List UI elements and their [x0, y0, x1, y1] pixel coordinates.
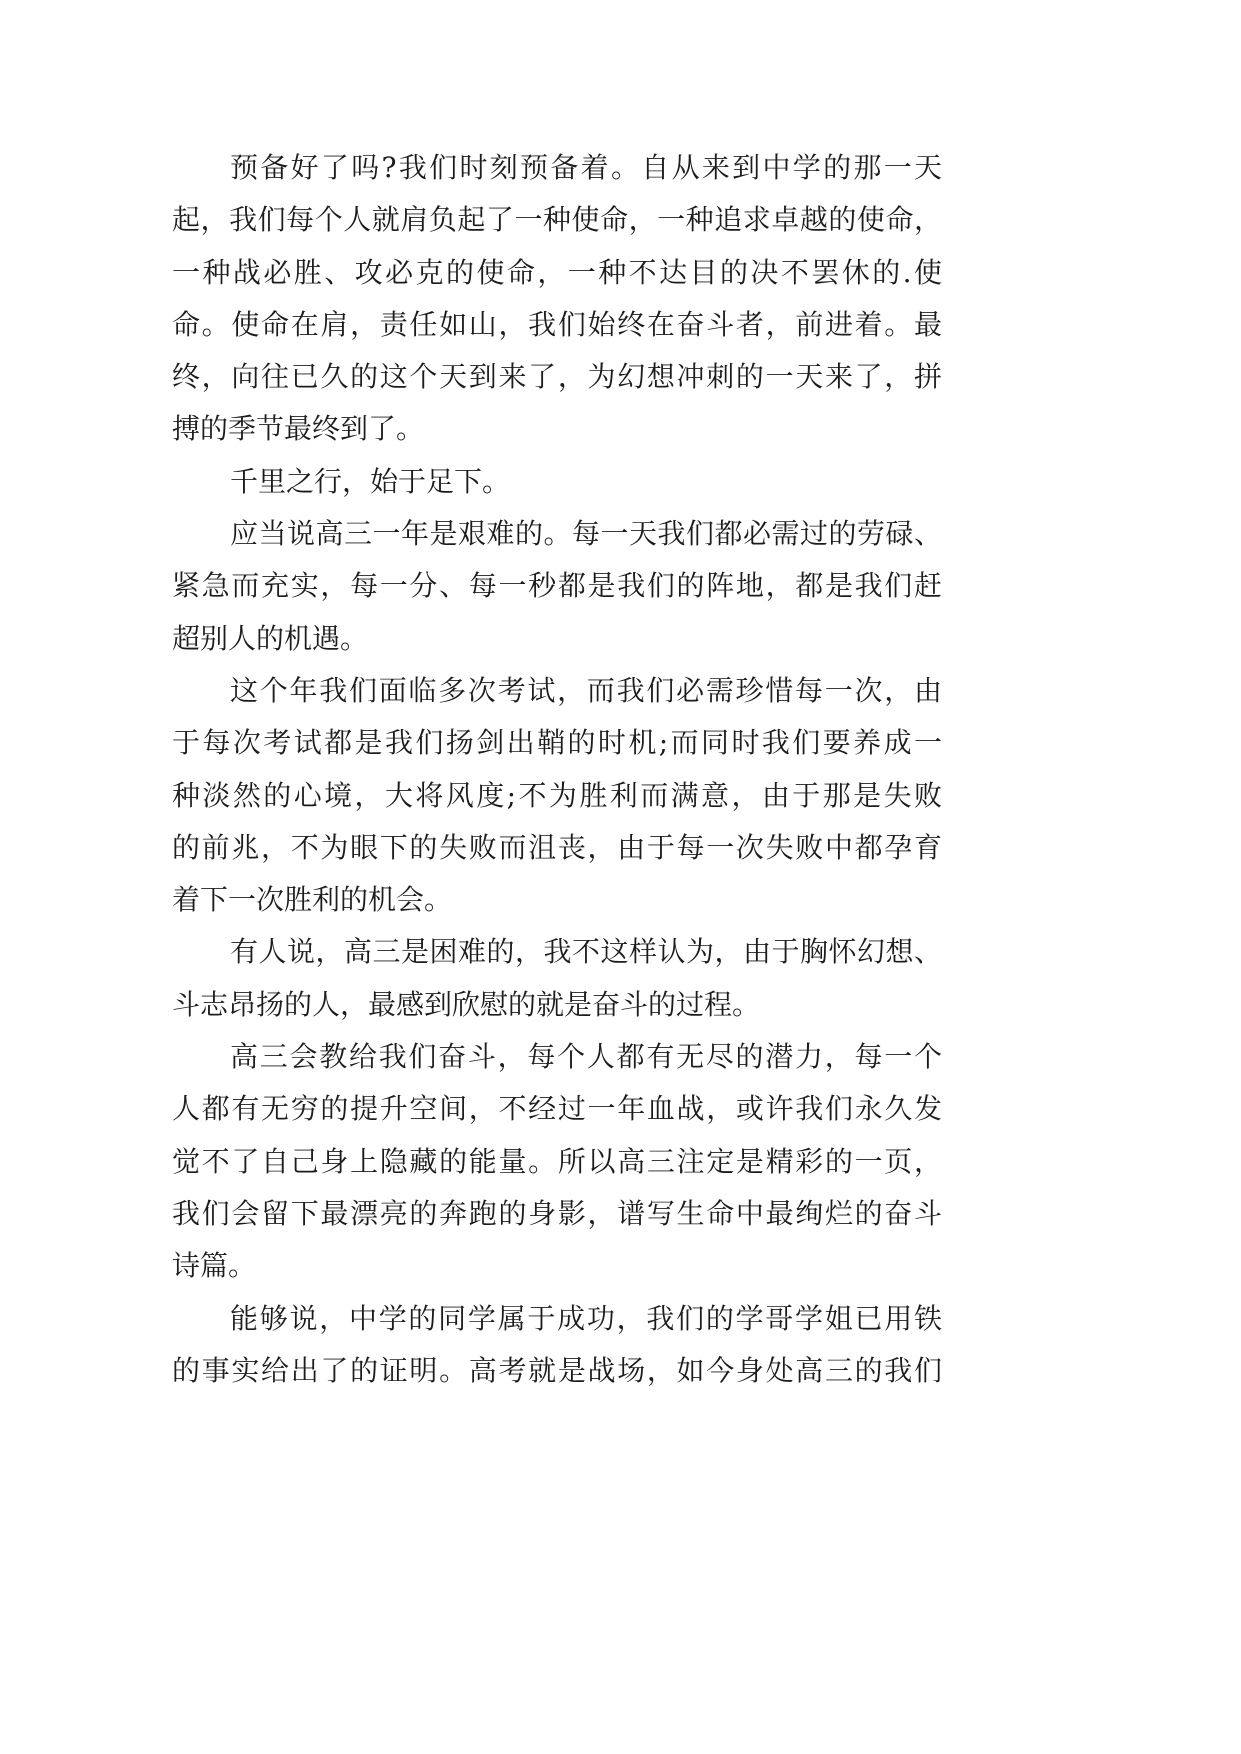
paragraph-line: 预备好了吗?我们时刻预备着。自从来到中学的那一天 — [230, 151, 942, 184]
paragraph-line: 千里之行，始于足下。 — [230, 464, 511, 498]
paragraph-line: 紧急而充实，每一分、每一秒都是我们的阵地，都是我们赶 — [172, 569, 942, 603]
paragraph-line: 起，我们每个人就肩负起了一种使命，一种追求卓越的使命， — [172, 203, 942, 237]
paragraph-line: 有人说，高三是困难的，我不这样认为，由于胸怀幻想、 — [230, 935, 942, 969]
paragraph — [172, 665, 942, 926]
paragraph-line: 种淡然的心境，大将风度;不为胜利而满意，由于那是失败 — [172, 778, 942, 812]
paragraph-line: 终，向往已久的这个天到来了，为幻想冲刺的一天来了，拼 — [172, 360, 942, 394]
document-body — [172, 142, 942, 1397]
paragraph-line: 我们会留下最漂亮的奔跑的身影，谱写生命中最绚烂的奋斗 — [172, 1196, 942, 1230]
paragraph — [172, 1293, 942, 1398]
paragraph — [172, 142, 942, 456]
paragraph-line: 一种战必胜、攻必克的使命，一种不达目的决不罢休的.使 — [172, 255, 942, 289]
paragraph-line: 应当说高三一年是艰难的。每一天我们都必需过的劳碌、 — [230, 517, 942, 551]
paragraph-line: 能够说，中学的同学属于成功，我们的学哥学姐已用铁 — [230, 1301, 942, 1335]
paragraph-line: 超别人的机遇。 — [172, 621, 369, 655]
paragraph-line: 搏的季节最终到了。 — [172, 412, 425, 446]
paragraph — [172, 508, 942, 665]
paragraph-line: 觉不了自己身上隐藏的能量。所以高三注定是精彩的一页， — [172, 1144, 942, 1178]
paragraph — [172, 456, 942, 508]
paragraph-line: 斗志昂扬的人，最感到欣慰的就是奋斗的过程。 — [172, 987, 761, 1021]
paragraph-line: 着下一次胜利的机会。 — [172, 883, 453, 917]
paragraph-line: 命。使命在肩，责任如山，我们始终在奋斗者，前进着。最 — [172, 307, 942, 341]
paragraph-line: 诗篇。 — [172, 1249, 257, 1283]
paragraph-line: 的事实给出了的证明。高考就是战场，如今身处高三的我们 — [172, 1353, 942, 1387]
paragraph-line: 的前兆，不为眼下的失败而沮丧，由于每一次失败中都孕育 — [172, 830, 942, 864]
paragraph-line: 于每次考试都是我们扬剑出鞘的时机;而同时我们要养成一 — [172, 726, 942, 760]
paragraph-line: 这个年我们面临多次考试，而我们必需珍惜每一次，由 — [230, 673, 942, 707]
paragraph — [172, 926, 942, 1031]
paragraph-line: 人都有无穷的提升空间，不经过一年血战，或许我们永久发 — [172, 1092, 942, 1126]
paragraph-line: 高三会教给我们奋斗，每个人都有无尽的潜力，每一个 — [230, 1040, 942, 1074]
paragraph — [172, 1031, 942, 1292]
